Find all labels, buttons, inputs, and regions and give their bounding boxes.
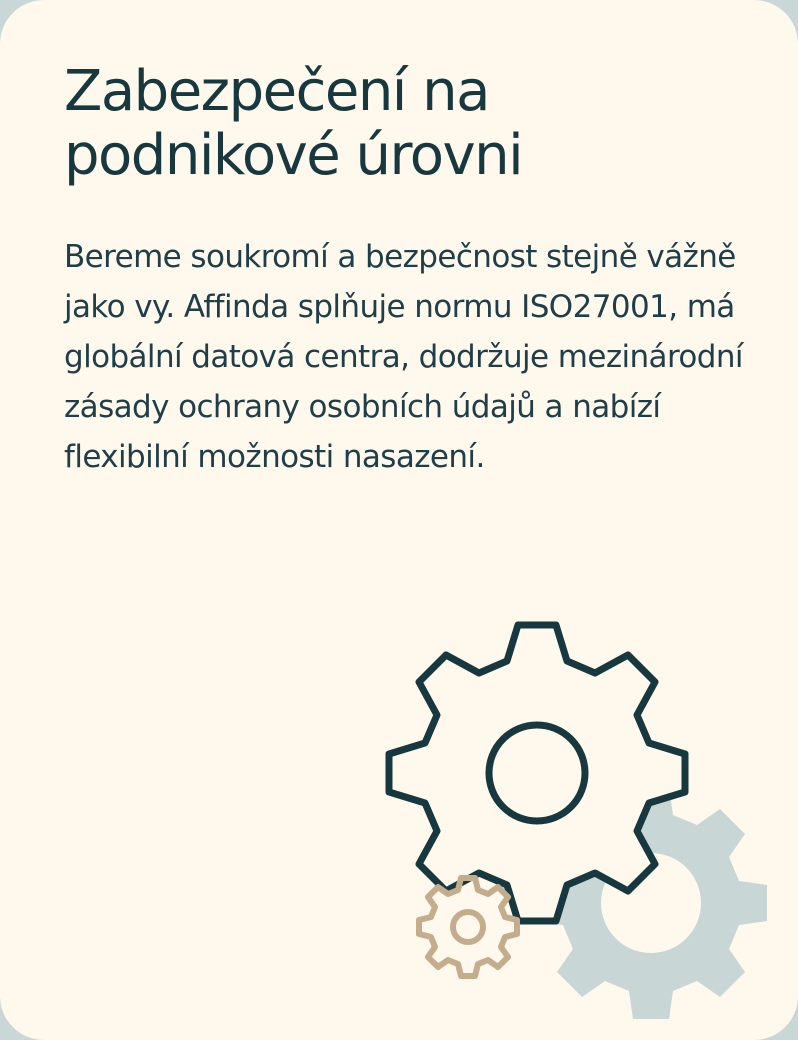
card-title-line-1: Zabezpečení na — [64, 59, 489, 124]
card-description: Bereme soukromí a bezpečnost stejně vážně jako vy. Affinda splňuje normu ISO27001, má globální datová centra, dodržuje mezinárodní zásady ochrany osobních údajů a nabízí flexibilní možnosti nasazení. — [64, 239, 743, 475]
small-gear-hole — [453, 912, 483, 942]
card-title-line-2: podnikové úrovni — [64, 123, 523, 188]
small-gear-outline-icon — [419, 878, 517, 976]
large-gear-hole — [489, 725, 585, 821]
